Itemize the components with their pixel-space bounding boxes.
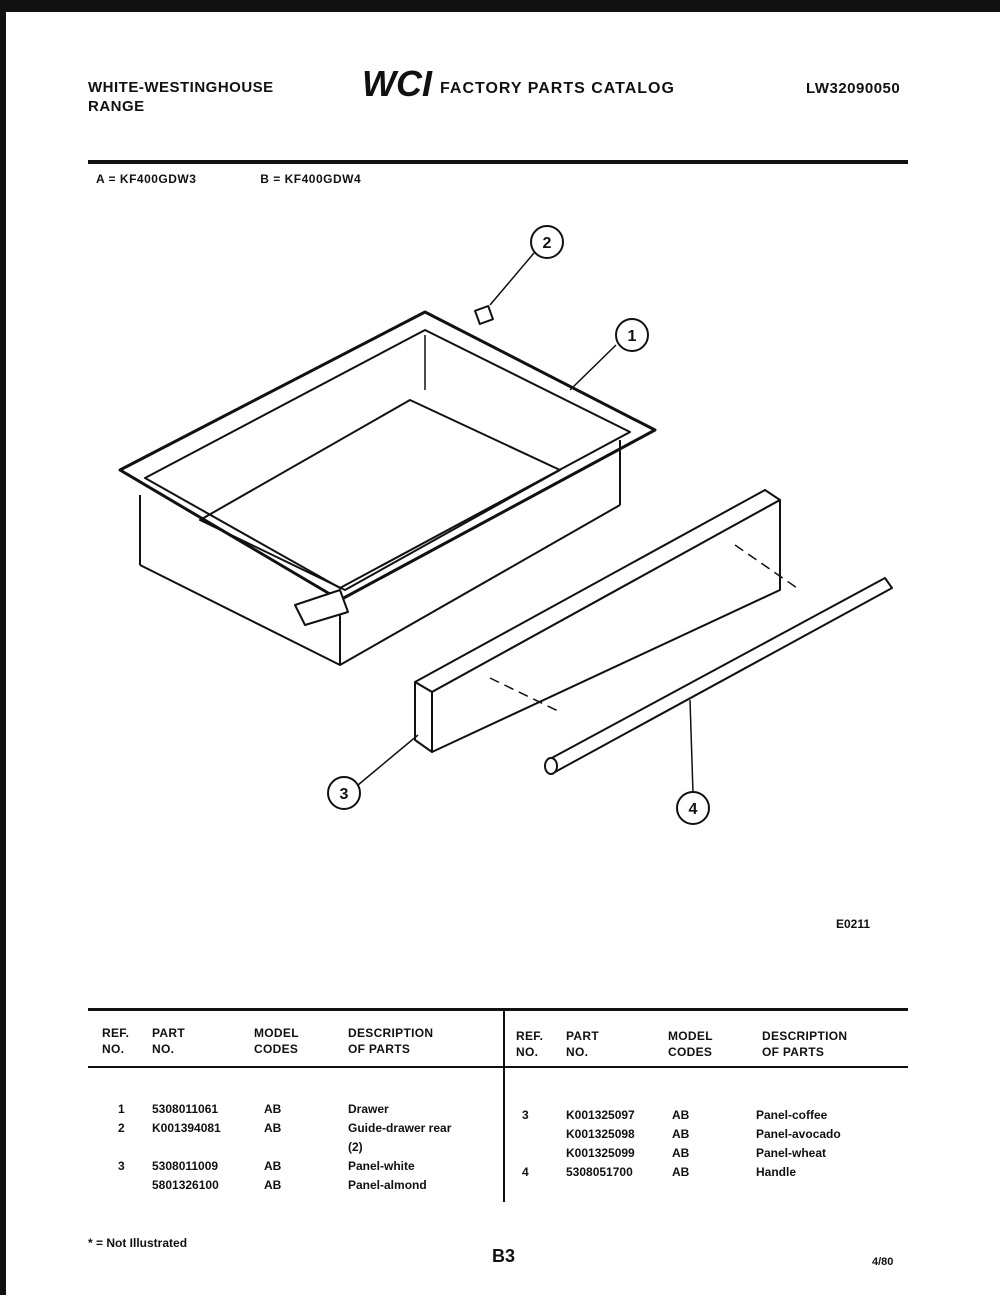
figure-code: E0211 bbox=[836, 917, 871, 931]
brand-name: WHITE-WESTINGHOUSE bbox=[88, 79, 274, 96]
table-top-rule bbox=[88, 1008, 908, 1011]
page-number: B3 bbox=[492, 1246, 516, 1266]
svg-text:WCI: WCI bbox=[362, 63, 432, 102]
catalog-code: LW32090050 bbox=[806, 80, 901, 97]
catalog-title: FACTORY PARTS CATALOG bbox=[440, 80, 675, 97]
callout-4 bbox=[677, 792, 709, 824]
col-model-header-right: MODEL CODES bbox=[668, 1029, 713, 1059]
callout-1 bbox=[616, 319, 648, 351]
callout-3-label: 3 bbox=[339, 786, 349, 803]
footnote-not-illustrated: * = Not Illustrated bbox=[88, 1236, 188, 1250]
callout-1-label: 1 bbox=[627, 328, 637, 345]
catalog-page: WHITE-WESTINGHOUSE RANGE WCI FACTORY PARTS CATALOG LW32090050 A = KF400GDW3 B = KF400GDW4 1 2 3 4 E0211 REF. NO. PART NO. MODEL CODES DESCRIPTION OF PARTS REF. NO. PART NO. MODEL CODES DESCRIPTION OF PARTS 1 5308011061 AB Drawer 2 K001394081 AB Guide-drawer rear (2) 3 5308011009 AB Panel-white 5801326100 AB Panel-almond 3 K001325097 AB Panel-coffee K001325098 AB Panel-avocado K001325099 AB Panel-wheat 4 5308051700 AB Handle * = Not Illustrated B3 4/80 bbox=[0, 0, 1000, 1295]
col-desc-header: DESCRIPTION OF PARTS bbox=[348, 1026, 434, 1056]
table-divider bbox=[503, 1010, 505, 1202]
callout-2-label: 2 bbox=[542, 235, 552, 252]
guide-part bbox=[475, 306, 493, 324]
callout-3 bbox=[328, 777, 360, 809]
col-ref-header: REF. NO. bbox=[102, 1026, 130, 1056]
col-part-header: PART NO. bbox=[152, 1026, 185, 1056]
col-desc-header-right: DESCRIPTION OF PARTS bbox=[762, 1029, 848, 1059]
col-ref-header-right: REF. NO. bbox=[516, 1029, 544, 1059]
callout-4-label: 4 bbox=[688, 801, 698, 818]
model-a: A = KF400GDW3 bbox=[96, 172, 197, 186]
model-b: B = KF400GDW4 bbox=[260, 172, 362, 186]
product-type: RANGE bbox=[88, 98, 145, 115]
table-header-rule bbox=[88, 1066, 908, 1068]
page-date: 4/80 bbox=[872, 1256, 894, 1268]
col-part-header-right: PART NO. bbox=[566, 1029, 599, 1059]
col-model-header: MODEL CODES bbox=[254, 1026, 299, 1056]
callout-2 bbox=[531, 226, 563, 258]
